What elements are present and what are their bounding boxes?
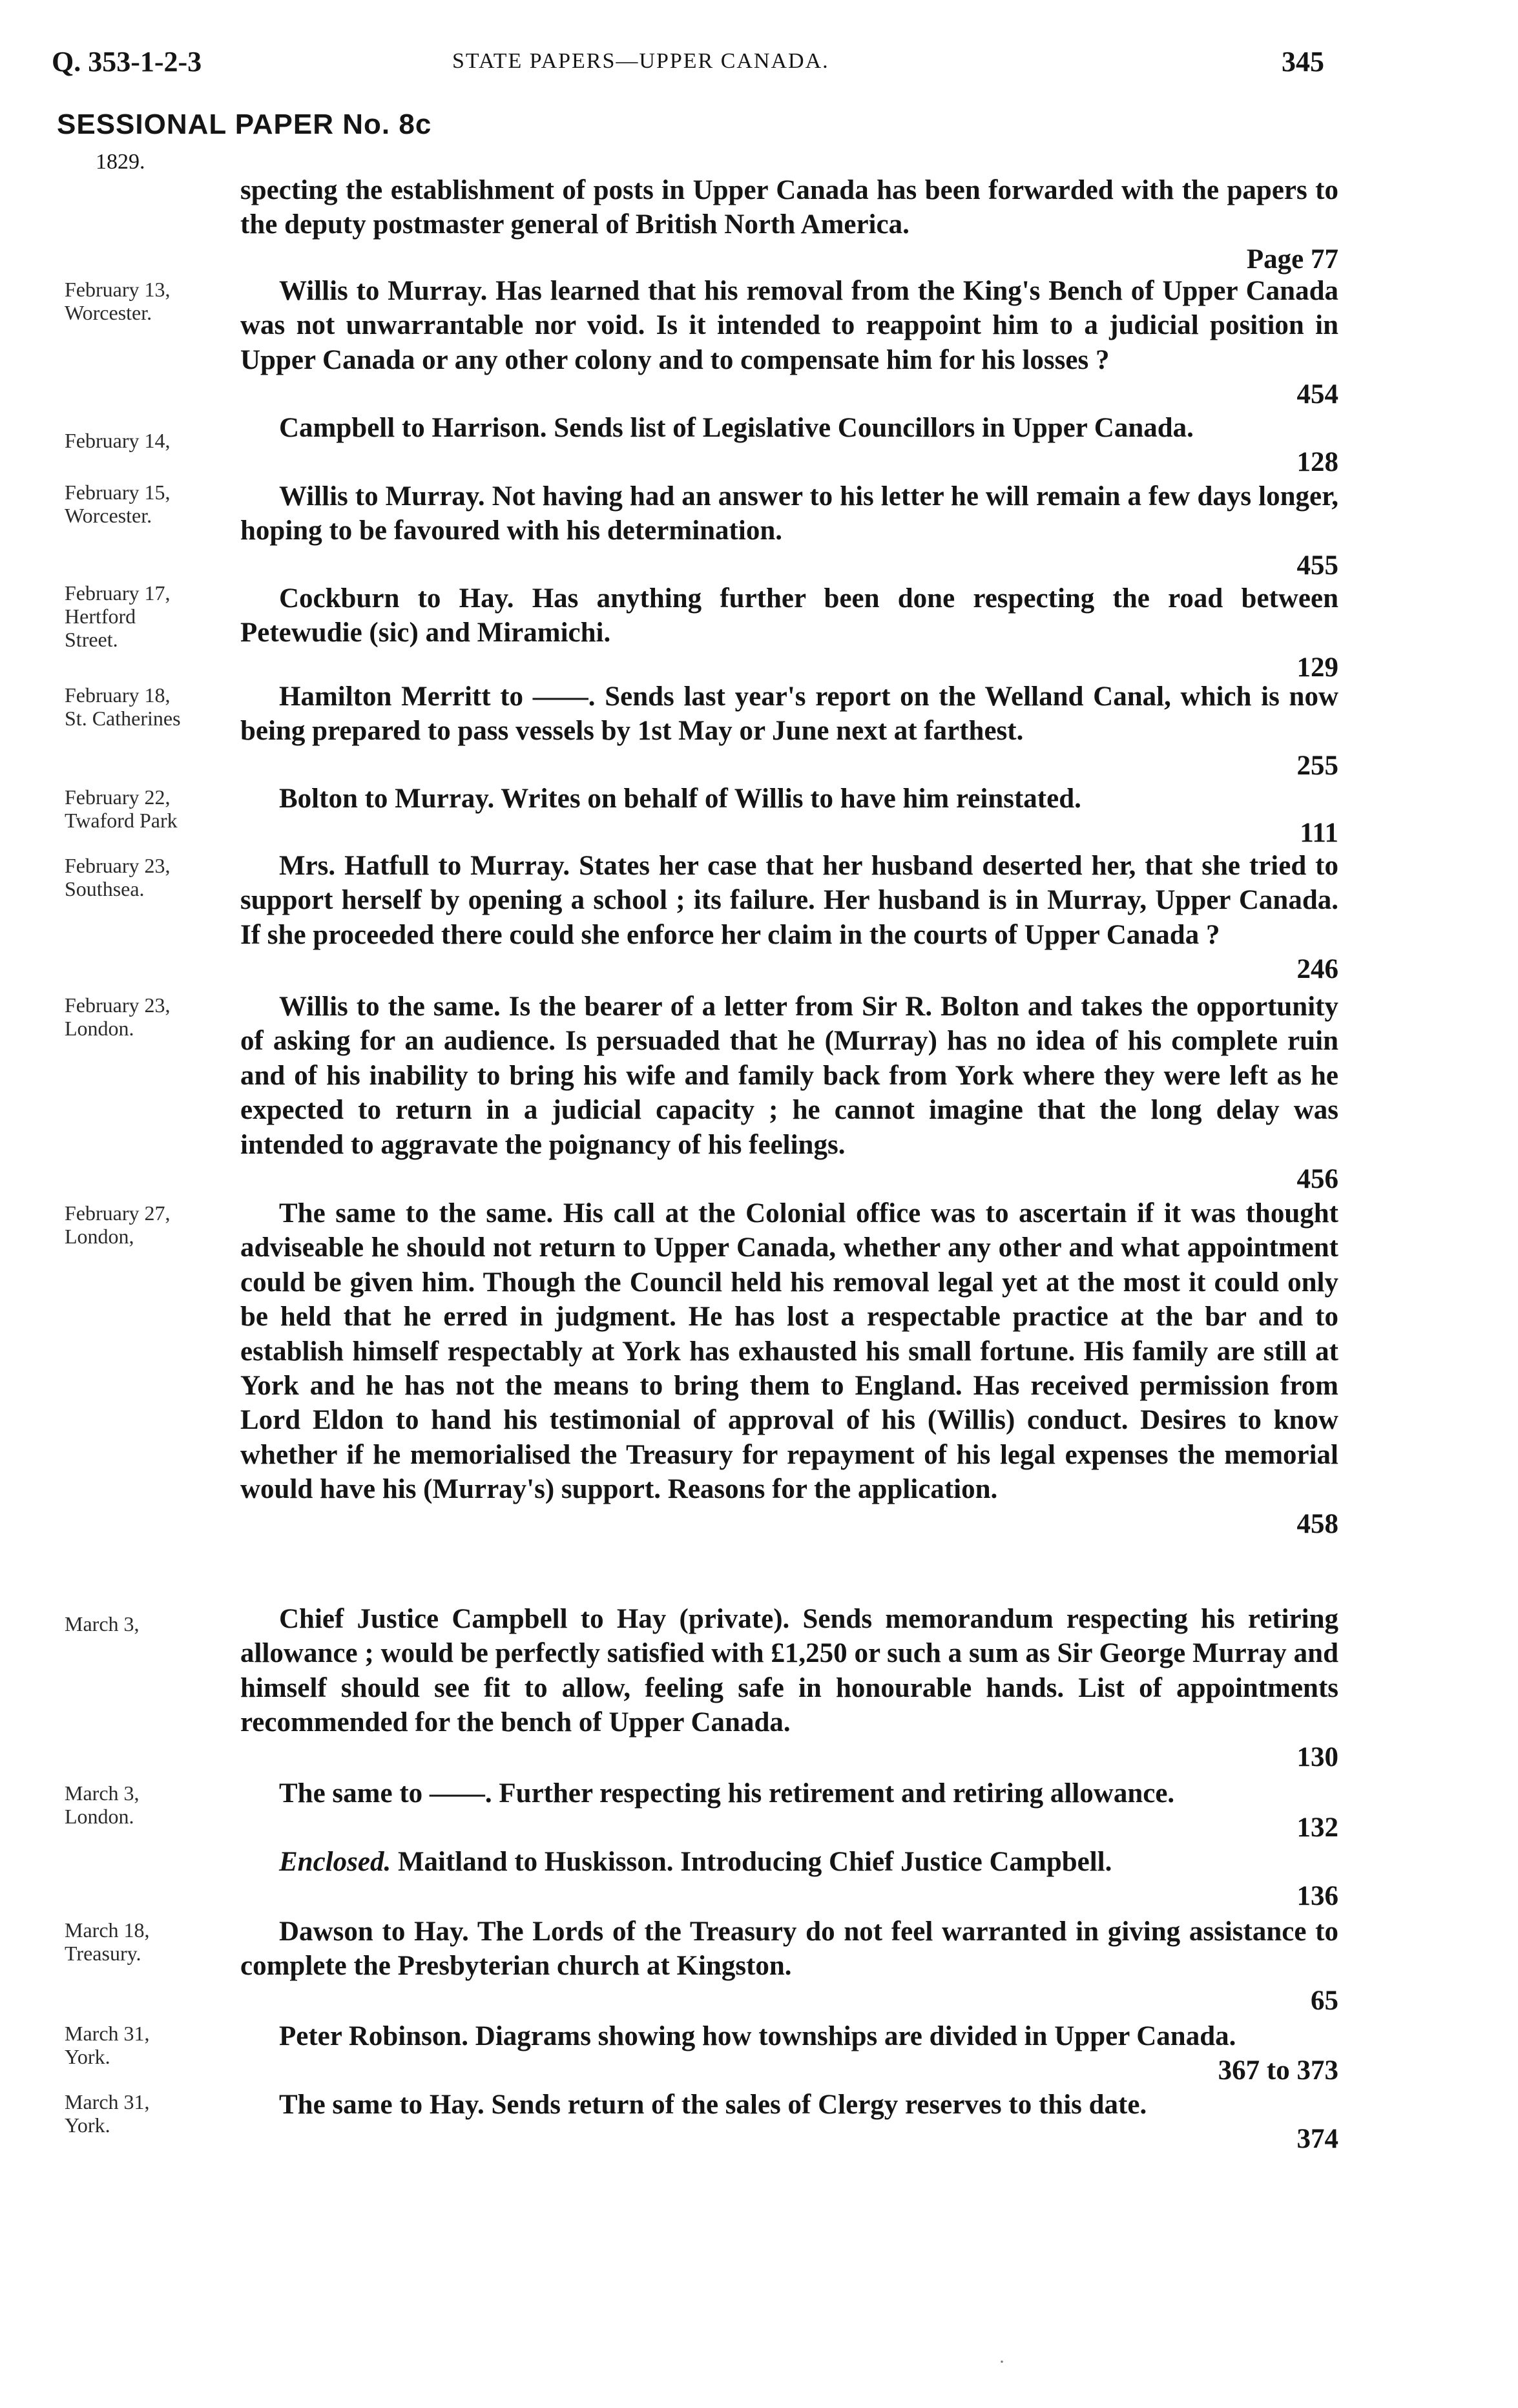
- entry-summary: Maitland to Huskisson. Introducing Chief Justice Campbell.: [391, 1847, 1112, 1877]
- entry-page-ref: 132: [1296, 1812, 1338, 1843]
- entry-date-place: February 23, Southsea.: [65, 854, 171, 900]
- entry-summary: Willis to Murray. Has learned that his removal from the King's Bench of Upper Canada was not unwarrantable nor void. Is it intended to reappoint him to a judicial position in Upper Canada or any other colony and to compensate him for his losses ?: [240, 276, 1338, 375]
- entry-page-ref: 255: [1296, 750, 1338, 781]
- entry-page-ref: 136: [1296, 1881, 1338, 1912]
- entry-date-place: March 31, York.: [65, 2090, 150, 2137]
- calendar-entry: [240, 990, 1338, 1196]
- entry-date-place: February 13, Worcester.: [65, 278, 171, 324]
- entry-summary: The same to the same. His call at the Colonial office was to ascertain if it was thought adviseable he should not return to Upper Canada, whether any other and what appointment could be given him. Though the Council held his removal legal yet at the most it could only be held that he erred in judgment. He has lost a respectable practice at the bar and to establish himself respectably at York has exhausted his small fortune. His family are still at York and he has not the means to bring them to England. Has received permission from Lord Eldon to hand his testimonial of approval of his (Willis) conduct. Desires to know whether if he memorialised the Treasury for repayment of his legal expenses the memorial would have his (Murray's) support. Reasons for the application.: [240, 1198, 1338, 1505]
- entry-summary: Bolton to Murray. Writes on behalf of Willis to have him reinstated.: [279, 784, 1081, 814]
- entry-page-ref: 111: [1300, 818, 1338, 849]
- entry-date-place: February 23, London.: [65, 993, 171, 1040]
- calendar-entry: [240, 173, 1338, 276]
- calendar-entry: [240, 782, 1338, 851]
- entry-page-ref: 456: [1296, 1164, 1338, 1195]
- entry-page-ref: 458: [1296, 1508, 1338, 1539]
- entry-date-place: February 22, Twaford Park: [65, 785, 178, 832]
- calendar-entry: [240, 2088, 1338, 2157]
- entry-summary: Mrs. Hatfull to Murray. States her case that her husband deserted her, that she tried to support herself by opening a school ; its failure. Her husband is in Murray, Upper Canada. If she proceeded there could she enforce her claim in the courts of Upper Canada ?: [240, 851, 1338, 950]
- entry-summary: Cockburn to Hay. Has anything further been done respecting the road between Petewudie (sic) and Miramichi.: [240, 583, 1338, 649]
- entry-date-place: February 18, St. Catherines: [65, 683, 181, 730]
- entry-summary: Peter Robinson. Diagrams showing how townships are divided in Upper Canada.: [279, 2021, 1236, 2051]
- sessional-paper-label: SESSIONAL PAPER No. 8c: [57, 109, 432, 140]
- calendar-entry: [240, 411, 1338, 480]
- entry-summary: Campbell to Harrison. Sends list of Legislative Councillors in Upper Canada.: [279, 413, 1194, 443]
- calendar-entry: [240, 1915, 1338, 2018]
- entry-summary: Dawson to Hay. The Lords of the Treasury do not feel warranted in giving assistance to complete the Presbyterian church at Kingston.: [240, 1916, 1338, 1982]
- enclosure-label: Enclosed.: [279, 1847, 391, 1877]
- page-header: [52, 45, 1324, 84]
- entry-page-ref: 130: [1296, 1741, 1338, 1772]
- entry-page-ref: 129: [1296, 652, 1338, 683]
- entry-date-place: February 15, Worcester.: [65, 481, 171, 527]
- entry-summary: Willis to the same. Is the bearer of a letter from Sir R. Bolton and takes the opportunity of asking for an audience. Is persuaded that he (Murray) has no idea of his complete ruin and of his inability to bring his wife and family back from York where they were left as he expected to return in a judicial capacity ; he cannot imagine that the long delay was intended to aggravate the poignancy of his feelings.: [240, 991, 1338, 1160]
- entry-date-place: March 3,: [65, 1612, 140, 1635]
- entry-page-ref: 455: [1296, 550, 1338, 581]
- entry-date-place: March 3, London.: [65, 1781, 140, 1828]
- page-number: 345: [1282, 46, 1324, 78]
- print-mark: ·: [999, 2351, 1005, 2372]
- entry-page-ref: 454: [1296, 379, 1338, 410]
- entry-page-ref: 128: [1296, 447, 1338, 478]
- calendar-entry: [240, 680, 1338, 783]
- running-title: STATE PAPERS—UPPER CANADA.: [452, 49, 829, 73]
- entry-summary: The same to ——. Further respecting his retirement and retiring allowance.: [279, 1778, 1175, 1809]
- entry-summary: Willis to Murray. Not having had an answer to his letter he will remain a few days longer, hoping to be favoured with his determination.: [240, 481, 1338, 546]
- calendar-entry: [240, 479, 1338, 583]
- entry-page-ref: 374: [1296, 2124, 1338, 2155]
- calendar-entry: [240, 849, 1338, 987]
- entry-date-place: February 14,: [65, 429, 171, 452]
- entry-summary: specting the establishment of posts in Upper Canada has been forwarded with the papers to the deputy postmaster general of British North America.: [240, 175, 1338, 240]
- entry-date-place: March 31, York.: [65, 2022, 150, 2068]
- calendar-entry: [240, 1196, 1338, 1541]
- calendar-entry: [240, 274, 1338, 412]
- entry-page-ref: Page 77: [1246, 244, 1338, 275]
- entry-page-ref: 246: [1296, 954, 1338, 985]
- calendar-entry: [240, 581, 1338, 685]
- entry-summary: Hamilton Merritt to ——. Sends last year's report on the Welland Canal, which is now being prepared to pass vessels by 1st May or June next at farthest.: [240, 681, 1338, 747]
- calendar-entry: [240, 1776, 1338, 1845]
- entry-page-ref: 65: [1311, 1985, 1338, 2016]
- calendar-entry: [240, 1602, 1338, 1774]
- year-label: 1829.: [96, 150, 145, 174]
- entry-date-place: February 17, Hertford Street.: [65, 581, 171, 651]
- entry-page-ref: 367 to 373: [1218, 2055, 1338, 2086]
- calendar-entry: [240, 2019, 1338, 2088]
- volume-reference: Q. 353-1-2-3: [52, 46, 202, 78]
- entry-summary: Chief Justice Campbell to Hay (private). Sends memorandum respecting his retiring allowance ; would be perfectly satisfied with £1,250 or such a sum as Sir George Murray and himself should see fit to allow, feeling safe in honourable hands. List of appointments recommended for the bench of Upper Canada.: [240, 1604, 1338, 1738]
- entry-summary: The same to Hay. Sends return of the sales of Clergy reserves to this date.: [279, 2090, 1147, 2120]
- entry-date-place: March 18, Treasury.: [65, 1918, 150, 1965]
- calendar-entry: [240, 1845, 1338, 1914]
- entry-date-place: February 27, London,: [65, 1201, 171, 1248]
